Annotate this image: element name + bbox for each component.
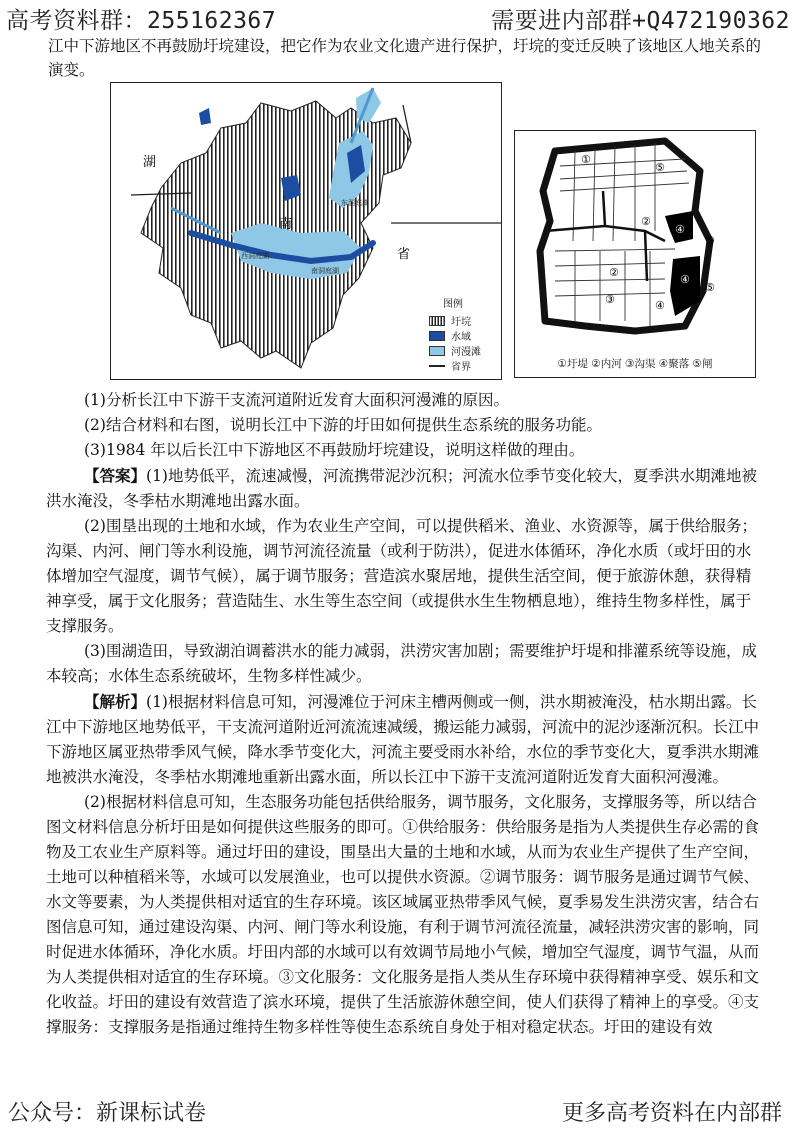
legend-item: [429, 313, 499, 328]
page-header: [0, 0, 800, 34]
footer-promo: 更多高考资料在内部群: [561, 1101, 782, 1126]
field-caption: ①圩堤 ②内河 ③沟渠 ④聚落 ⑤闸: [557, 358, 713, 370]
marker-settlement: ④: [675, 223, 685, 236]
header-group-number: 高考资料群：255162367: [6, 8, 277, 34]
legend-swatch-polder: [429, 316, 445, 326]
legend-label: 水域: [451, 332, 471, 343]
marker-gate: ⑤: [655, 161, 665, 174]
marker-dyke: ①: [581, 153, 591, 166]
marker-settlement: ④: [655, 299, 665, 312]
marker-river: ②: [609, 266, 619, 279]
question-body: [46, 388, 762, 1040]
question-2: (2)结合材料和右图，说明长江中下游的圩田如何提供生态系统的服务功能。: [84, 416, 602, 434]
marker-gate: ⑤: [705, 234, 715, 247]
legend-label: 河漫滩: [451, 347, 481, 358]
analysis-2: (2)根据材料信息可知，生态服务功能包括供给服务，调节服务，文化服务，支撑服务等，所以结合图文材料信息分析圩田是如何提供这些服务的即可。①供给服务：供给服务是指为人类提供生存必需的食物及工农业生产原料等。通过圩田的建设，围垦出大量的土地和水域，从而为农业生产提供了生产空间，土地可以种植稻米等，水域可以发展渔业，也可以提供水资源。②调节服务：调节服务是通过调节气候、水文等要素，为人类提供相对适宜的生存环境。该区域属亚热带季风气候，夏季易发生洪涝灾害，结合右图信息可知，通过建设沟渠、内河、闸门等水利设施，有利于调节河流径流量，减轻洪涝灾害的影响，同时促进水体循环，净化水质。圩田内部的水域可以有效调节局地小气候，增加空气湿度，调节气温，从而为人类提供相对适宜的生存环境。③文化服务：文化服务是指人类从生存环境中获得精神享受、娱乐和文化收益。圩田的建设有效营造了滨水环境，提供了生活旅游休憩空间，使人们获得了精神上的享受。④支撑服务：支撑服务是指通过维持生物多样性等使生态系统自身处于相对稳定状态。圩田的建设有效: [46, 793, 760, 1036]
page-footer: [0, 1096, 800, 1130]
legend-item: [429, 328, 499, 343]
legend-swatch-floodplain: [429, 346, 445, 356]
map-label-nan: 南: [279, 217, 293, 232]
water-west-lake: [199, 108, 211, 125]
intro-text: 江中下游地区不再鼓励圩垸建设，把它作为农业文化遗产进行保护，圩垸的变迁反映了该地区人地关系的演变。: [48, 37, 762, 79]
legend-item: [429, 343, 499, 358]
analysis-1: [46, 689, 762, 790]
map-label-sheng: 省: [397, 247, 411, 262]
marker-settlement: ④: [680, 273, 690, 286]
legend-swatch-water: [429, 331, 445, 341]
analysis-1-text: (1)根据材料信息可知，河漫滩位于河床主槽两侧或一侧，洪水期被淹没，枯水期出露。长江中下游地区地势低平，干支流河道附近河流流速减缓，搬运能力减弱，河流中的泥沙逐渐沉积。长江中下游地区属亚热带季风气候，降水季节变化大，河流主要受雨水补给，水位的季节变化大，夏季洪水期滩地被洪水淹没，冬季枯水期滩地重新出露水面，所以长江中下游干支流河道附近发育大面积河漫滩。: [46, 693, 760, 786]
answer-1: [46, 463, 762, 514]
footer-account: 公众号：新课标试卷: [8, 1101, 207, 1126]
legend-label: 省界: [451, 362, 471, 373]
marker-gate: ⑤: [705, 281, 715, 294]
map-label-lake-east: 东洞庭湖: [341, 199, 369, 207]
analysis-tag: 【解析】: [84, 692, 147, 711]
answer-2: (2)围垦出现的土地和水域，作为农业生产空间，可以提供稻米、渔业、水资源等，属于供给服务；沟渠、内河、闸门等水利设施，调节河流径流量（或利于防洪），促进水体循环，净化水质（或圩田的水体增加空气湿度，调节气候），属于调节服务；营造滨水聚居地，提供生活空间，便于旅游休憩，获得精神享受，属于文化服务；营造陆生、水生等生态空间（或提供水生生物栖息地），维持生物多样性，属于支撑服务。: [46, 517, 757, 635]
question-1: (1)分析长江中下游干支流河道附近发育大面积河漫滩的原因。: [84, 391, 509, 409]
answer-1-text: (1)地势低平，流速减慢，河流携带泥沙沉积；河流水位季节变化较大，夏季洪水期滩地被洪水淹没，冬季枯水期滩地出露水面。: [46, 467, 757, 510]
legend-item: [429, 358, 499, 373]
legend-title: 图例: [443, 299, 463, 310]
legend-label: 圩垸: [451, 317, 471, 328]
polder-field-diagram: [514, 130, 756, 378]
answer-tag: 【答案】: [84, 466, 147, 485]
map-label-hu: 湖: [143, 155, 157, 170]
marker-ditch: ③: [605, 293, 615, 306]
map-label-lake-south: 南洞庭湖: [311, 267, 339, 275]
map-label-lake-west: 西洞庭湖: [241, 252, 269, 260]
field-graphic: [515, 131, 755, 351]
dongting-map: [110, 82, 502, 380]
question-3: (3)1984 年以后长江中下游地区不再鼓励圩垸建设，说明这样做的理由。: [84, 441, 585, 459]
answer-3: (3)围湖造田，导致湖泊调蓄洪水的能力减弱，洪涝灾害加剧；需要维护圩堤和排灌系统等设施，成本较高；水体生态系统破坏，生物多样性减少。: [46, 642, 757, 685]
marker-river: ②: [641, 215, 651, 228]
header-contact: 需要进内部群+Q472190362: [491, 8, 790, 34]
map-legend: [429, 295, 499, 373]
legend-swatch-border: [429, 365, 445, 367]
